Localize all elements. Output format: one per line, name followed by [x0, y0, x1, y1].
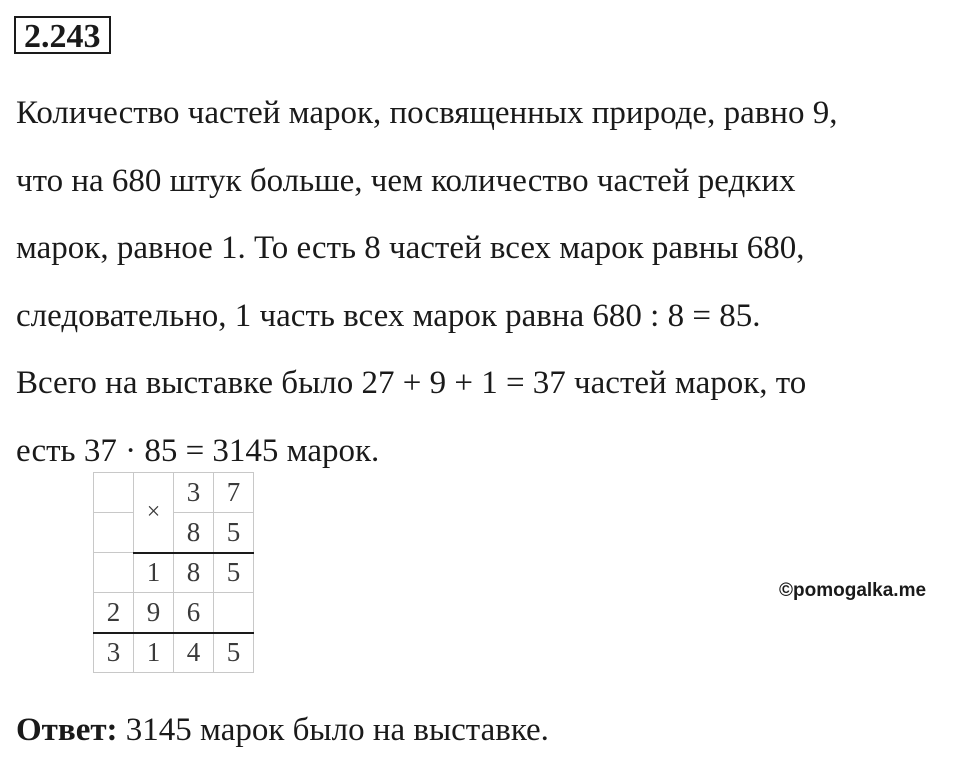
grid-row [94, 553, 254, 593]
solution-line: что на 680 штук больше, чем количество частей редких [16, 162, 796, 199]
grid-cell: 3 [94, 633, 134, 673]
grid-cell: 2 [94, 593, 134, 633]
answer-label: Ответ: [16, 712, 118, 748]
grid-row [94, 633, 254, 673]
grid-row [94, 513, 254, 553]
grid-cell: 5 [214, 553, 254, 593]
grid-row [94, 593, 254, 633]
grid-cell [214, 593, 254, 633]
grid-cell: 3 [174, 473, 214, 513]
grid-cell [94, 513, 134, 553]
multiply-sign: × [134, 473, 174, 553]
solution-line: следовательно, 1 часть всех марок равна 680 : 8 = 85. [16, 297, 761, 334]
grid-cell [94, 553, 134, 593]
grid-cell: 5 [214, 513, 254, 553]
grid-cell: 8 [174, 513, 214, 553]
grid-cell: 5 [214, 633, 254, 673]
grid-cell: 6 [174, 593, 214, 633]
solution-line: марок, равное 1. То есть 8 частей всех марок равны 680, [16, 230, 805, 266]
grid-cell: 7 [214, 473, 254, 513]
solution-line: есть 37 · 85 = 3145 марок. [16, 432, 380, 469]
grid-cell [94, 473, 134, 513]
grid-row [94, 473, 254, 513]
grid-cell: 8 [174, 553, 214, 593]
grid-cell: 1 [134, 553, 174, 593]
solution-line: Количество частей марок, посвященных природе, равно 9, [16, 95, 838, 131]
watermark: ©pomogalka.me [779, 580, 927, 601]
problem-number: 2.243 [14, 16, 111, 54]
solution-line: Всего на выставке было 27 + 9 + 1 = 37 частей марок, то [16, 365, 807, 401]
multiplication-grid [93, 472, 254, 673]
solution-text [16, 80, 951, 485]
answer [16, 702, 549, 758]
grid-cell: 1 [134, 633, 174, 673]
answer-text: 3145 марок было на выставке. [117, 712, 549, 748]
grid-cell: 4 [174, 633, 214, 673]
grid-cell: 9 [134, 593, 174, 633]
